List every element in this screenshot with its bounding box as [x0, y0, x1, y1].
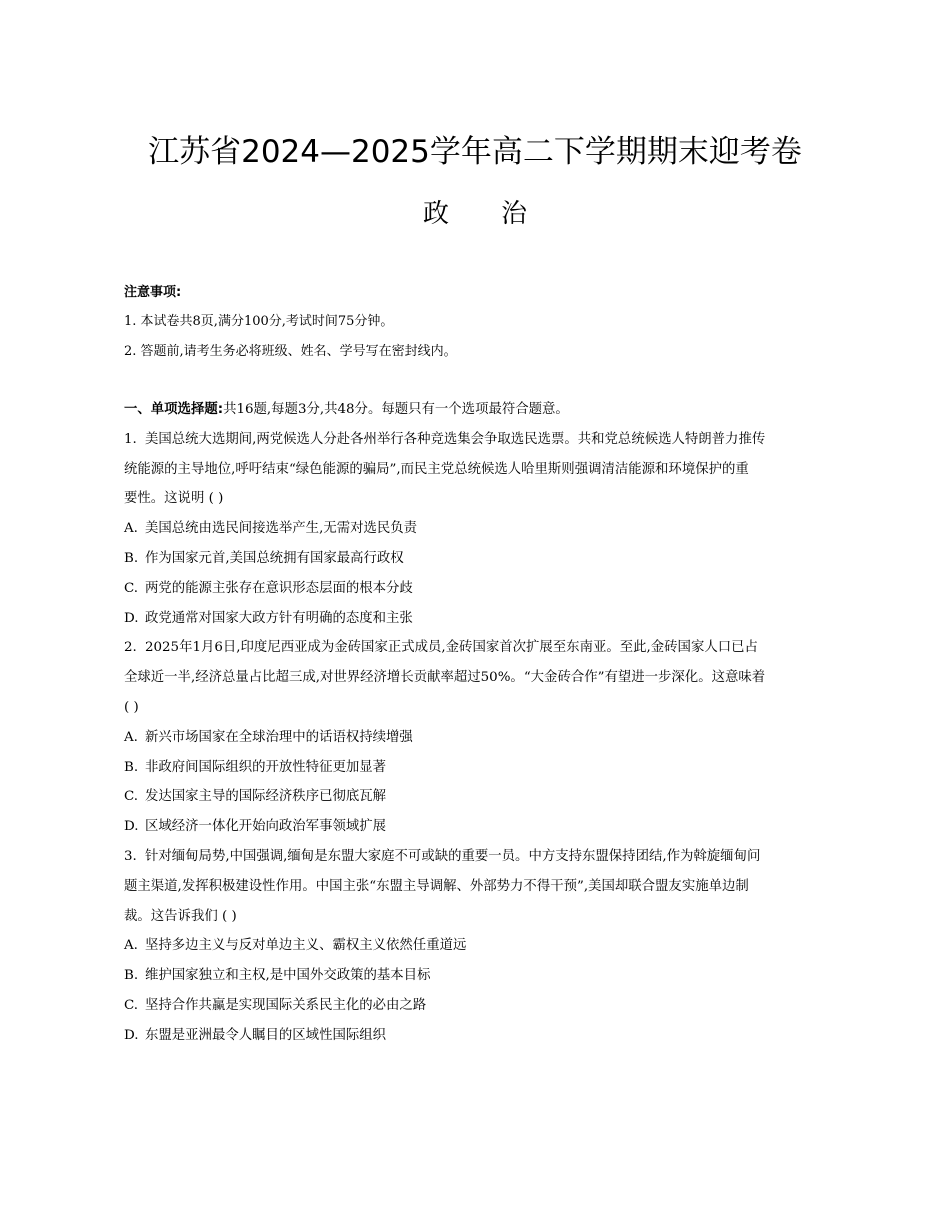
- section-heading: [124, 400, 826, 430]
- question-stem-line: [124, 638, 826, 668]
- answer-option[interactable]: [124, 519, 826, 549]
- question-stem-line: ( ): [124, 699, 139, 715]
- option-letter: B.: [124, 759, 139, 775]
- stem-text: 2025年1月6日,印度尼西亚成为金砖国家正式成员,金砖国家首次扩展至东南亚。至此,金砖国家人口已占: [145, 640, 758, 656]
- question: [124, 638, 826, 847]
- option-text: 两党的能源主张存在意识形态层面的根本分歧: [145, 580, 413, 596]
- notes-heading: 注意事项:: [124, 285, 182, 300]
- question-number: 2.: [124, 640, 137, 656]
- answer-option[interactable]: [124, 936, 826, 966]
- option-text: 作为国家元首,美国总统拥有国家最高行政权: [145, 550, 404, 566]
- answer-option[interactable]: [124, 728, 826, 758]
- question-stem-line: [124, 430, 826, 460]
- section-label: 一、单项选择题:: [124, 402, 224, 417]
- option-letter: B.: [124, 550, 139, 566]
- question-stem-line: [124, 847, 826, 877]
- option-letter: A.: [124, 938, 138, 954]
- question-stem-line: 全球近一半,经济总量占比超三成,对世界经济增长贡献率超过50%。“大金砖合作”有望进一步深化。这意味着: [124, 670, 766, 686]
- section-instructions: 共16题,每题3分,共48分。每题只有一个选项最符合题意。: [223, 402, 569, 417]
- option-text: 东盟是亚洲最令人瞩目的区域性国际组织: [145, 1027, 387, 1043]
- note-item: 2. 答题前,请考生务必将班级、姓名、学号写在密封线内。: [124, 344, 457, 359]
- option-letter: D.: [124, 610, 139, 626]
- option-text: 政党通常对国家大政方针有明确的态度和主张: [145, 610, 413, 626]
- option-letter: B.: [124, 968, 139, 984]
- question: [124, 847, 826, 1056]
- note-item: 1. 本试卷共8页,满分100分,考试时间75分钟。: [124, 314, 394, 329]
- question-section: [124, 400, 826, 1056]
- answer-option[interactable]: [124, 1026, 826, 1056]
- option-letter: A.: [124, 729, 138, 745]
- answer-option[interactable]: [124, 549, 826, 579]
- option-letter: A.: [124, 521, 138, 537]
- question-stem-line: 裁。这告诉我们 ( ): [124, 908, 237, 924]
- option-text: 维护国家独立和主权,是中国外交政策的基本目标: [145, 968, 431, 984]
- answer-option[interactable]: [124, 817, 826, 847]
- stem-text: 美国总统大选期间,两党候选人分赴各州举行各种竞选集会争取选民选票。共和党总统候选人特朗普力推传: [145, 431, 766, 447]
- question-stem-line: 统能源的主导地位,呼吁结束“绿色能源的骗局”,而民主党总统候选人哈里斯则强调清洁能源和环境保护的重: [124, 461, 749, 477]
- exam-title: 江苏省2024—2025学年高二下学期期末迎考卷: [148, 134, 802, 170]
- option-letter: C.: [124, 580, 139, 596]
- subject-title: 政治: [422, 199, 579, 229]
- question: [124, 430, 826, 639]
- option-letter: D.: [124, 1027, 139, 1043]
- question-stem-line: 题主渠道,发挥积极建设性作用。中国主张“东盟主导调解、外部势力不得干预”,美国却联合盟友实施单边制: [124, 878, 749, 894]
- answer-option[interactable]: [124, 996, 826, 1026]
- option-letter: D.: [124, 819, 139, 835]
- option-letter: C.: [124, 789, 139, 805]
- question-number: 1.: [124, 431, 137, 447]
- answer-option[interactable]: [124, 787, 826, 817]
- option-text: 新兴市场国家在全球治理中的话语权持续增强: [145, 729, 413, 745]
- answer-option[interactable]: [124, 758, 826, 788]
- option-text: 非政府间国际组织的开放性特征更加显著: [145, 759, 387, 775]
- option-text: 美国总统由选民间接选举产生,无需对选民负责: [145, 521, 418, 537]
- stem-text: 针对缅甸局势,中国强调,缅甸是东盟大家庭不可或缺的重要一员。中方支持东盟保持团结,作为斡旋缅甸问: [145, 848, 761, 864]
- option-text: 发达国家主导的国际经济秩序已彻底瓦解: [145, 789, 387, 805]
- option-text: 区域经济一体化开始向政治军事领域扩展: [145, 819, 387, 835]
- option-text: 坚持多边主义与反对单边主义、霸权主义依然任重道远: [145, 938, 467, 954]
- option-text: 坚持合作共赢是实现国际关系民主化的必由之路: [145, 997, 427, 1013]
- question-stem-line: 要性。这说明 ( ): [124, 491, 224, 507]
- answer-option[interactable]: [124, 579, 826, 609]
- answer-option[interactable]: [124, 966, 826, 996]
- answer-option[interactable]: [124, 609, 826, 639]
- question-number: 3.: [124, 848, 137, 864]
- option-letter: C.: [124, 997, 139, 1013]
